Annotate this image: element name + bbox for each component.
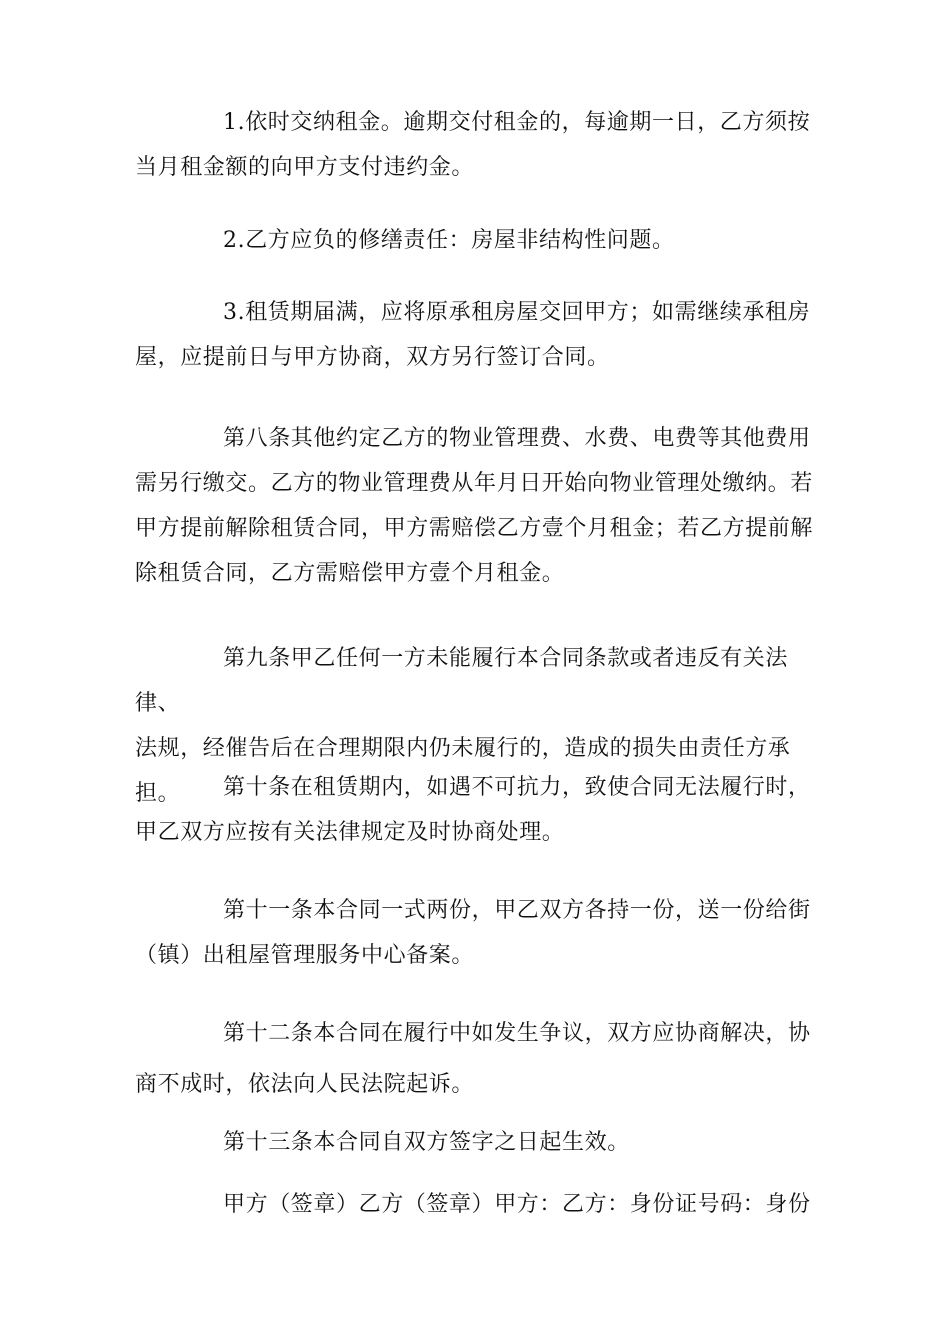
text-line: 1.依时交纳租金。逾期交付租金的，每逾期一日，乙方须按 [223, 110, 811, 135]
text-line: 甲方提前解除租赁合同，甲方需赔偿乙方壹个月租金；若乙方提前解 [135, 516, 814, 541]
text-line: 除租赁合同，乙方需赔偿甲方壹个月租金。 [135, 561, 565, 586]
text-line: （镇）出租屋管理服务中心备案。 [135, 943, 475, 968]
clause-7-item-2 [135, 218, 815, 263]
clause-8 [135, 416, 815, 596]
clause-13 [135, 1120, 815, 1165]
text-line: 3.租赁期届满，应将原承租房屋交回甲方；如需继续承租房 [223, 300, 811, 325]
text-line: 当月租金额的向甲方支付违约金。 [135, 155, 475, 180]
text-line: 甲乙双方应按有关法律规定及时协商处理。 [135, 820, 565, 845]
text-line: 法规，经催告后在合理期限内仍未履行的，造成的损失由责任方承担。 [135, 736, 791, 806]
text-line: 第十二条本合同在履行中如发生争议，双方应协商解决，协 [223, 1021, 811, 1046]
clause-7-item-1 [135, 100, 815, 190]
text-line: 第十一条本合同一式两份，甲乙双方各持一份，送一份给街 [223, 898, 811, 923]
text-line: 第十条在租赁期内，如遇不可抗力，致使合同无法履行时， [223, 775, 811, 800]
text-line: 第八条其他约定乙方的物业管理费、水费、电费等其他费用 [223, 426, 811, 451]
text-line: 甲方（签章）乙方（签章）甲方：乙方：身份证号码：身份 [223, 1192, 811, 1217]
clause-12 [135, 1011, 815, 1107]
clause-7-item-3 [135, 290, 815, 380]
text-line: 商不成时，依法向人民法院起诉。 [135, 1072, 475, 1097]
signature-line [135, 1182, 815, 1227]
clause-11 [135, 888, 815, 978]
text-line: 需另行缴交。乙方的物业管理费从年月日开始向物业管理处缴纳。若 [135, 471, 814, 496]
text-line: 屋，应提前日与甲方协商，双方另行签订合同。 [135, 345, 610, 370]
text-line: 2.乙方应负的修缮责任：房屋非结构性问题。 [223, 228, 675, 253]
text-line: 第九条甲乙任何一方未能履行本合同条款或者违反有关法律、 [135, 646, 789, 716]
clause-10 [135, 765, 815, 855]
text-line: 第十三条本合同自双方签字之日起生效。 [223, 1130, 630, 1155]
